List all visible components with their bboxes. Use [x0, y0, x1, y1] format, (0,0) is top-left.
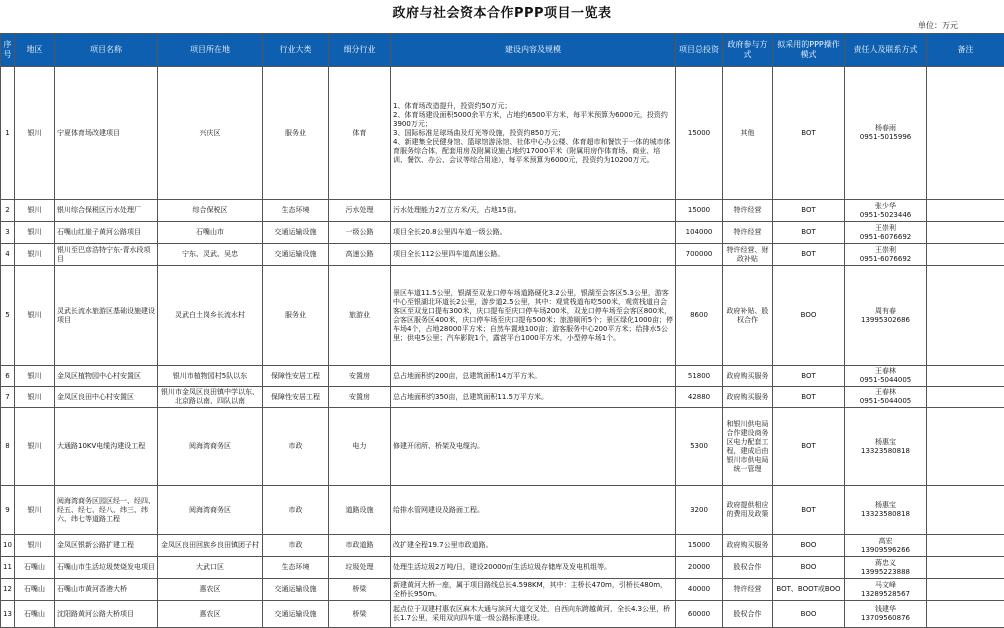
cell-industry[interactable]: 生态环境 [263, 557, 329, 579]
cell-region[interactable]: 银川 [15, 408, 55, 486]
cell-investment[interactable]: 8600 [676, 266, 723, 366]
cell-contact[interactable]: 钱建华 13709560876 [845, 601, 927, 628]
cell-sub-industry[interactable]: 高速公路 [329, 244, 391, 266]
col-header-ppp-mode[interactable]: 拟采用的PPP操作模式 [773, 34, 845, 67]
header-row [1, 34, 1004, 67]
cell-location[interactable]: 惠农区 [158, 601, 263, 628]
col-header-contact[interactable]: 责任人及联系方式 [845, 34, 927, 67]
table-row [1, 67, 1004, 200]
cell-project-name[interactable]: 石嘴山市黄河香港大桥 [55, 579, 158, 601]
cell-investment[interactable]: 15000 [676, 535, 723, 557]
cell-ppp-mode[interactable]: BOT [773, 486, 845, 535]
cell-no[interactable]: 2 [1, 200, 15, 222]
cell-note[interactable] [927, 244, 1004, 266]
cell-content[interactable]: 1、体育场改造提升，投资约50万元； 2、体育场建设面积5000余平方米，占地约6500平方米，每平米预算为6000元，投资约3900万元； 3、国际标准足球场曲及灯光等设施，投资约850万元； 4、新建集全民健身馆、篮球馆游泳馆、社体中心办公楼、体育超市和餐饮于一体的城市体育服务综合体，配套用房及附属设施占地约17000平米（附属用房作体育场、商业、培训、餐饮、办公、会议等综合用途），每平米预算为6000元，投资约为10200万元。 [391, 67, 676, 200]
cell-location[interactable]: 灵武白土岗乡长流水村 [158, 266, 263, 366]
cell-content[interactable]: 总占地面积约200亩，总建筑面积14万平方米。 [391, 366, 676, 387]
sheet-title: 政府与社会资本合作PPP项目一览表 [0, 2, 1004, 21]
cell-investment[interactable]: 15000 [676, 67, 723, 200]
cell-location[interactable]: 惠农区 [158, 579, 263, 601]
cell-industry[interactable]: 服务业 [263, 67, 329, 200]
cell-content[interactable]: 总占地面积约350亩，总建筑面积11.5万平方米。 [391, 387, 676, 408]
cell-ppp-mode[interactable]: BOT [773, 408, 845, 486]
cell-industry[interactable]: 生态环境 [263, 200, 329, 222]
cell-no[interactable]: 11 [1, 557, 15, 579]
col-header-industry[interactable]: 行业大类 [263, 34, 329, 67]
cell-content[interactable]: 改扩建全程19.7公里市政道路。 [391, 535, 676, 557]
cell-region[interactable]: 石嘴山 [15, 601, 55, 628]
ppp-project-table [0, 33, 1004, 628]
cell-content[interactable]: 新建黄河大桥一座，属于项目路线总长4.598KM，其中：主桥长470m，引桥长480m，全桥长950m。 [391, 579, 676, 601]
cell-location[interactable]: 银川市金凤区良田镇中学以东、北京路以南、四队以南 [158, 387, 263, 408]
cell-region[interactable]: 银川 [15, 486, 55, 535]
cell-content[interactable]: 给排水管网建设及路面工程。 [391, 486, 676, 535]
cell-ppp-mode[interactable]: BOO [773, 266, 845, 366]
cell-content[interactable]: 起点位于双建村惠农区麻木大通与滨河大道交叉处，自西向东跨越黄河，全长4.3公里，桥长1.7公里，采用双向四车道一级公路标准建设。 [391, 601, 676, 628]
cell-note[interactable] [927, 579, 1004, 601]
cell-note[interactable] [927, 486, 1004, 535]
cell-industry[interactable]: 交通运输设施 [263, 579, 329, 601]
table-row [1, 535, 1004, 557]
cell-region[interactable]: 银川 [15, 366, 55, 387]
col-header-content[interactable]: 建设内容及规模 [391, 34, 676, 67]
cell-project-name[interactable]: 沈阳路黄河公路大桥项目 [55, 601, 158, 628]
cell-ppp-mode[interactable]: BOT [773, 387, 845, 408]
cell-region[interactable]: 银川 [15, 387, 55, 408]
table-row [1, 387, 1004, 408]
cell-note[interactable] [927, 408, 1004, 486]
cell-no[interactable]: 4 [1, 244, 15, 266]
cell-content[interactable]: 污水处理能力2万立方米/天，占地15亩。 [391, 200, 676, 222]
cell-sub-industry[interactable]: 市政道路 [329, 535, 391, 557]
cell-ppp-mode[interactable]: BOO [773, 601, 845, 628]
cell-no[interactable]: 8 [1, 408, 15, 486]
table-row [1, 366, 1004, 387]
col-header-no[interactable]: 序号 [1, 34, 15, 67]
cell-project-name[interactable]: 阅海湾商务区园区经一、经四、经五、经七、经八、纬三、纬六、纬七等道路工程 [55, 486, 158, 535]
cell-region[interactable]: 银川 [15, 200, 55, 222]
cell-gov-participation[interactable]: 其他 [723, 67, 773, 200]
cell-sub-industry[interactable]: 垃圾处理 [329, 557, 391, 579]
cell-location[interactable]: 阅海湾商务区 [158, 408, 263, 486]
table-row [1, 244, 1004, 266]
cell-note[interactable] [927, 266, 1004, 366]
table-row [1, 601, 1004, 628]
cell-note[interactable] [927, 222, 1004, 244]
cell-ppp-mode[interactable]: BOT、BOOT或BOO [773, 579, 845, 601]
cell-contact[interactable]: 杨惠宝 13323580818 [845, 408, 927, 486]
cell-no[interactable]: 7 [1, 387, 15, 408]
table-row [1, 266, 1004, 366]
cell-location[interactable]: 金凤区良田回族乡良田镇团子村 [158, 535, 263, 557]
cell-gov-participation[interactable]: 和银川供电局合作建设商务区电力配套工程，建成后由银川市供电局统一管理 [723, 408, 773, 486]
cell-contact[interactable]: 马文峰 13289528567 [845, 579, 927, 601]
cell-gov-participation[interactable]: 政府提供相应的费用及政策 [723, 486, 773, 535]
col-header-note[interactable]: 备注 [927, 34, 1004, 67]
cell-project-name[interactable]: 石嘴山市生活垃圾焚烧发电项目 [55, 557, 158, 579]
cell-content[interactable]: 景区车道11.5公里，银湖至双龙口停车场道路硬化3.2公里，银湖至会客区5.3公里，游客中心至银湖北环道长2公里，游步道2.5公里，其中：观赏栈道布吃500米，观赏栈道自会客区至双龙口提布300米，庆口提布至庆口停车场200米，双龙口停车场至会客区800米，会客区服务区400米，庆口停车场至庆口提布500米；旅游厕所5个；景区绿化1000亩；停车场4个，占地28000平方米；自然车置地100亩；游客服务中心200平方米；给排水5公里；供电5公里；汽车影院1个，露营平台1000平方米，小型停车场1个。 [391, 266, 676, 366]
cell-note[interactable] [927, 601, 1004, 628]
cell-investment[interactable]: 60000 [676, 601, 723, 628]
cell-project-name[interactable]: 宁夏体育场改建项目 [55, 67, 158, 200]
cell-no[interactable]: 12 [1, 579, 15, 601]
cell-industry[interactable]: 服务业 [263, 266, 329, 366]
cell-note[interactable] [927, 200, 1004, 222]
cell-ppp-mode[interactable]: BOT [773, 244, 845, 266]
cell-no[interactable]: 13 [1, 601, 15, 628]
col-header-gov-participation[interactable]: 政府参与方式 [723, 34, 773, 67]
cell-contact[interactable]: 王崇利 0951-6076692 [845, 244, 927, 266]
cell-no[interactable]: 5 [1, 266, 15, 366]
table-row [1, 579, 1004, 601]
cell-location[interactable]: 综合保税区 [158, 200, 263, 222]
cell-no[interactable]: 1 [1, 67, 15, 200]
cell-investment[interactable]: 3200 [676, 486, 723, 535]
cell-industry[interactable]: 市政 [263, 535, 329, 557]
cell-industry[interactable]: 市政 [263, 486, 329, 535]
cell-project-name[interactable]: 银川至巴彦浩特宁东-青水段项目 [55, 244, 158, 266]
cell-content[interactable]: 处理生活垃圾2万吨/日，建设20000㎡生活垃圾存储库及发电机组等。 [391, 557, 676, 579]
cell-no[interactable]: 10 [1, 535, 15, 557]
cell-content[interactable]: 项目全长112公里四车道高速公路。 [391, 244, 676, 266]
cell-project-name[interactable]: 大通路10KV电缆沟建设工程 [55, 408, 158, 486]
cell-gov-participation[interactable]: 政府补贴、股权合作 [723, 266, 773, 366]
col-header-name[interactable]: 项目名称 [55, 34, 158, 67]
cell-industry[interactable]: 交通运输设施 [263, 601, 329, 628]
col-header-location[interactable]: 项目所在地 [158, 34, 263, 67]
cell-industry[interactable]: 交通运输设施 [263, 244, 329, 266]
cell-investment[interactable]: 42880 [676, 387, 723, 408]
cell-content[interactable]: 修建开闭所、桥架及电缆沟。 [391, 408, 676, 486]
cell-project-name[interactable]: 金凤区银新公路扩建工程 [55, 535, 158, 557]
table-row [1, 557, 1004, 579]
cell-gov-participation[interactable]: 政府购买服务 [723, 366, 773, 387]
table-row [1, 200, 1004, 222]
cell-investment[interactable]: 40000 [676, 579, 723, 601]
cell-note[interactable] [927, 557, 1004, 579]
cell-sub-industry[interactable]: 电力 [329, 408, 391, 486]
cell-contact[interactable]: 杨春雨 0951-5015996 [845, 67, 927, 200]
cell-location[interactable]: 兴庆区 [158, 67, 263, 200]
cell-location[interactable]: 石嘴山市 [158, 222, 263, 244]
cell-location[interactable]: 宁东、灵武、吴忠 [158, 244, 263, 266]
cell-ppp-mode[interactable]: BOT [773, 366, 845, 387]
cell-ppp-mode[interactable]: BOT [773, 222, 845, 244]
cell-contact[interactable]: 张少华 0951-5023446 [845, 200, 927, 222]
cell-gov-participation[interactable]: 股权合作 [723, 601, 773, 628]
cell-project-name[interactable]: 银川综合保税区污水处理厂 [55, 200, 158, 222]
cell-sub-industry[interactable]: 安置房 [329, 366, 391, 387]
cell-project-name[interactable]: 石嘴山红崖子黄河公路项目 [55, 222, 158, 244]
cell-project-name[interactable]: 金凤区植物园中心村安置区 [55, 366, 158, 387]
cell-note[interactable] [927, 387, 1004, 408]
col-header-region[interactable]: 地区 [15, 34, 55, 67]
cell-investment[interactable]: 700000 [676, 244, 723, 266]
cell-location[interactable]: 阅海湾商务区 [158, 486, 263, 535]
cell-region[interactable]: 石嘴山 [15, 579, 55, 601]
table-row [1, 222, 1004, 244]
cell-no[interactable]: 9 [1, 486, 15, 535]
cell-region[interactable]: 银川 [15, 67, 55, 200]
cell-ppp-mode[interactable]: BOO [773, 557, 845, 579]
cell-investment[interactable]: 51800 [676, 366, 723, 387]
cell-gov-participation[interactable]: 政府购买服务 [723, 387, 773, 408]
cell-ppp-mode[interactable]: BOT [773, 67, 845, 200]
cell-industry[interactable]: 交通运输设施 [263, 222, 329, 244]
cell-gov-participation[interactable]: 特许经营 [723, 200, 773, 222]
cell-contact[interactable]: 王春林 0951-5044005 [845, 366, 927, 387]
cell-region[interactable]: 石嘴山 [15, 557, 55, 579]
cell-project-name[interactable]: 灵武长流水旅游区基础设施建设项目 [55, 266, 158, 366]
cell-contact[interactable]: 周有春 13995302686 [845, 266, 927, 366]
cell-industry[interactable]: 市政 [263, 408, 329, 486]
cell-gov-participation[interactable]: 股权合作 [723, 557, 773, 579]
cell-investment[interactable]: 5300 [676, 408, 723, 486]
cell-sub-industry[interactable]: 道路设施 [329, 486, 391, 535]
cell-content[interactable]: 项目全长20.8公里四车道一级公路。 [391, 222, 676, 244]
cell-note[interactable] [927, 535, 1004, 557]
cell-ppp-mode[interactable]: BOO [773, 535, 845, 557]
cell-gov-participation[interactable]: 特许经营 [723, 222, 773, 244]
cell-sub-industry[interactable]: 旅游业 [329, 266, 391, 366]
cell-region[interactable]: 银川 [15, 535, 55, 557]
cell-investment[interactable]: 15000 [676, 200, 723, 222]
col-header-investment[interactable]: 项目总投资 [676, 34, 723, 67]
table-row [1, 486, 1004, 535]
cell-sub-industry[interactable]: 桥梁 [329, 601, 391, 628]
cell-investment[interactable]: 104000 [676, 222, 723, 244]
cell-project-name[interactable]: 金凤区良田中心村安置区 [55, 387, 158, 408]
cell-sub-industry[interactable]: 污水处理 [329, 200, 391, 222]
cell-sub-industry[interactable]: 体育 [329, 67, 391, 200]
cell-region[interactable]: 银川 [15, 244, 55, 266]
cell-contact[interactable]: 高宏 13909596266 [845, 535, 927, 557]
cell-investment[interactable]: 20000 [676, 557, 723, 579]
cell-region[interactable]: 银川 [15, 222, 55, 244]
unit-label: 单位：万元 [918, 20, 958, 31]
cell-sub-industry[interactable]: 一级公路 [329, 222, 391, 244]
cell-gov-participation[interactable]: 特许经营 [723, 579, 773, 601]
cell-location[interactable]: 银川市植物园村5队以东 [158, 366, 263, 387]
cell-no[interactable]: 3 [1, 222, 15, 244]
cell-note[interactable] [927, 67, 1004, 200]
cell-gov-participation[interactable]: 政府购买服务 [723, 535, 773, 557]
cell-ppp-mode[interactable]: BOT [773, 200, 845, 222]
col-header-sub-industry[interactable]: 细分行业 [329, 34, 391, 67]
cell-note[interactable] [927, 366, 1004, 387]
cell-sub-industry[interactable]: 安置房 [329, 387, 391, 408]
cell-region[interactable]: 银川 [15, 266, 55, 366]
cell-industry[interactable]: 保障性安居工程 [263, 366, 329, 387]
cell-sub-industry[interactable]: 桥梁 [329, 579, 391, 601]
cell-contact[interactable]: 王崇利 0951-6076692 [845, 222, 927, 244]
cell-industry[interactable]: 保障性安居工程 [263, 387, 329, 408]
cell-gov-participation[interactable]: 特许经营、财政补贴 [723, 244, 773, 266]
table-row [1, 408, 1004, 486]
cell-contact[interactable]: 王春林 0951-5044005 [845, 387, 927, 408]
cell-location[interactable]: 大武口区 [158, 557, 263, 579]
cell-contact[interactable]: 蒋忠义 13995223888 [845, 557, 927, 579]
cell-contact[interactable]: 杨惠宝 13323580818 [845, 486, 927, 535]
cell-no[interactable]: 6 [1, 366, 15, 387]
